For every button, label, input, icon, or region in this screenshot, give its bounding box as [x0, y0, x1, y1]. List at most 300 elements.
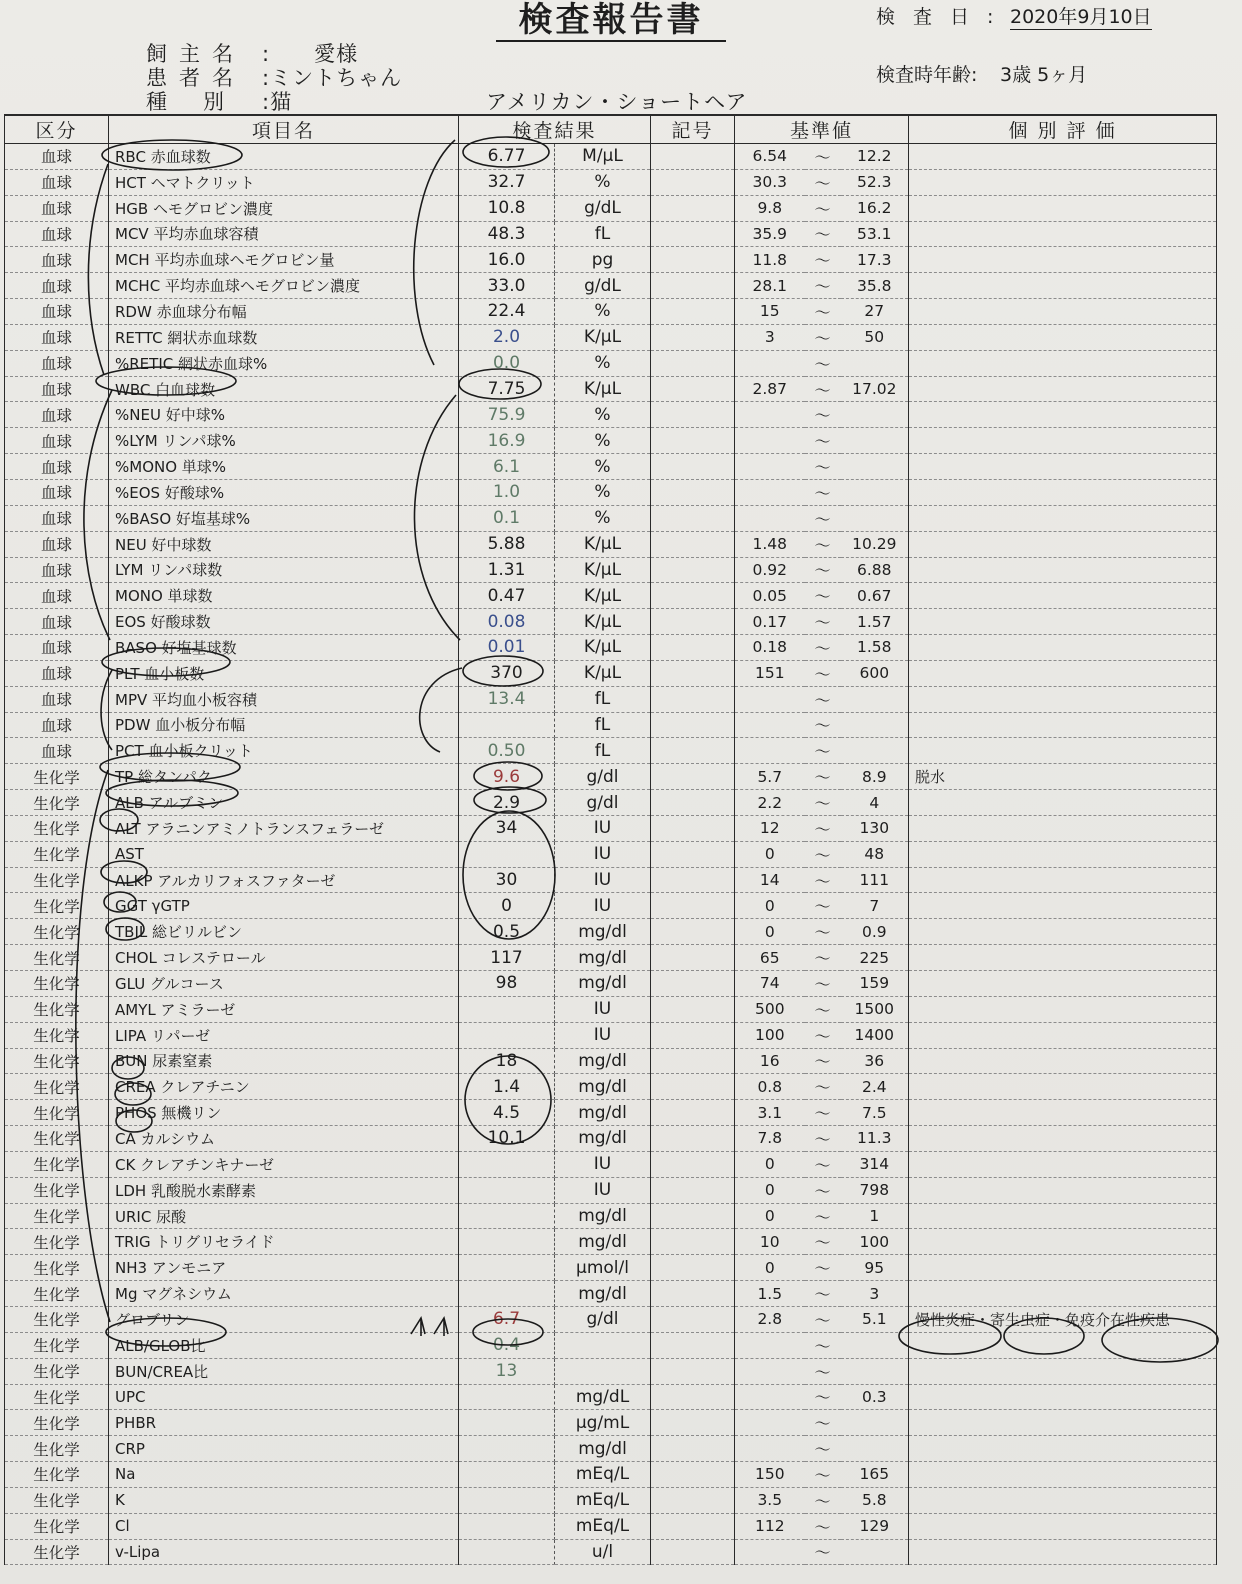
item-name-cell: RDW 赤血球分布幅 — [109, 299, 459, 325]
reference-low-cell: 14 — [735, 867, 805, 893]
reference-high-cell: 48 — [841, 841, 909, 867]
unit-cell: % — [555, 505, 651, 531]
reference-high-cell: 35.8 — [841, 273, 909, 299]
mark-cell — [651, 1410, 735, 1436]
table-row — [5, 1203, 1217, 1229]
age-label: 検査時年齢: — [876, 64, 978, 86]
unit-cell: K/μL — [555, 324, 651, 350]
item-name-cell: UPC — [109, 1384, 459, 1410]
table-row — [5, 919, 1217, 945]
evaluation-cell — [909, 1100, 1217, 1126]
reference-separator: ～ — [805, 919, 841, 945]
category-cell: 血球 — [5, 738, 109, 764]
mark-cell — [651, 1462, 735, 1488]
reference-high-cell: 100 — [841, 1229, 909, 1255]
result-value-cell: 0.50 — [459, 738, 555, 764]
reference-high-cell: 1500 — [841, 996, 909, 1022]
reference-high-cell: 159 — [841, 971, 909, 997]
reference-high-cell: 50 — [841, 324, 909, 350]
reference-high-cell — [841, 479, 909, 505]
table-row — [5, 144, 1217, 170]
col-mark: 記号 — [651, 115, 735, 144]
reference-high-cell: 36 — [841, 1048, 909, 1074]
unit-cell: % — [555, 479, 651, 505]
result-value-cell — [459, 1203, 555, 1229]
mark-cell — [651, 1177, 735, 1203]
reference-low-cell — [735, 686, 805, 712]
item-name-cell: MCV 平均赤血球容積 — [109, 221, 459, 247]
mark-cell — [651, 1074, 735, 1100]
col-evaluation: 個 別 評 価 — [909, 115, 1217, 144]
item-name-cell: ALKP アルカリフォスファターゼ — [109, 867, 459, 893]
reference-separator: ～ — [805, 686, 841, 712]
reference-separator: ～ — [805, 169, 841, 195]
mark-cell — [651, 273, 735, 299]
category-cell: 血球 — [5, 635, 109, 661]
table-row — [5, 764, 1217, 790]
reference-high-cell: 17.02 — [841, 376, 909, 402]
unit-cell: mEq/L — [555, 1462, 651, 1488]
result-value-cell: 30 — [459, 867, 555, 893]
mark-cell — [651, 221, 735, 247]
table-row — [5, 1436, 1217, 1462]
mark-cell — [651, 376, 735, 402]
evaluation-cell — [909, 583, 1217, 609]
result-value-cell: 0.08 — [459, 609, 555, 635]
result-value-cell — [459, 841, 555, 867]
table-row — [5, 893, 1217, 919]
result-value-cell — [459, 1539, 555, 1565]
reference-high-cell: 52.3 — [841, 169, 909, 195]
reference-high-cell: 1.57 — [841, 609, 909, 635]
reference-separator: ～ — [805, 1436, 841, 1462]
result-value-cell: 0.01 — [459, 635, 555, 661]
evaluation-cell — [909, 195, 1217, 221]
reference-separator: ～ — [805, 1255, 841, 1281]
result-value-cell: 0.1 — [459, 505, 555, 531]
evaluation-cell — [909, 1126, 1217, 1152]
reference-separator: ～ — [805, 738, 841, 764]
mark-cell — [651, 867, 735, 893]
mark-cell — [651, 712, 735, 738]
evaluation-cell — [909, 1539, 1217, 1565]
reference-low-cell: 15 — [735, 299, 805, 325]
item-name-cell: BUN/CREA比 — [109, 1358, 459, 1384]
unit-cell: IU — [555, 1022, 651, 1048]
category-cell: 生化学 — [5, 1022, 109, 1048]
reference-high-cell: 1.58 — [841, 635, 909, 661]
mark-cell — [651, 971, 735, 997]
reference-separator: ～ — [805, 402, 841, 428]
result-value-cell — [459, 1436, 555, 1462]
reference-low-cell: 16 — [735, 1048, 805, 1074]
reference-separator: ～ — [805, 1100, 841, 1126]
mark-cell — [651, 815, 735, 841]
mark-cell — [651, 169, 735, 195]
owner-label: 飼主名 — [146, 42, 245, 66]
unit-cell: mEq/L — [555, 1513, 651, 1539]
reference-high-cell: 16.2 — [841, 195, 909, 221]
table-row — [5, 350, 1217, 376]
item-name-cell: PHOS 無機リン — [109, 1100, 459, 1126]
item-name-cell: %EOS 好酸球% — [109, 479, 459, 505]
reference-separator: ～ — [805, 1358, 841, 1384]
unit-cell: K/μL — [555, 660, 651, 686]
item-name-cell: HCT ヘマトクリット — [109, 169, 459, 195]
item-name-cell: CHOL コレステロール — [109, 945, 459, 971]
reference-low-cell: 151 — [735, 660, 805, 686]
item-name-cell: LIPA リパーゼ — [109, 1022, 459, 1048]
result-value-cell: 34 — [459, 815, 555, 841]
evaluation-cell — [909, 1462, 1217, 1488]
category-cell: 血球 — [5, 376, 109, 402]
item-name-cell: Cl — [109, 1513, 459, 1539]
category-cell: 血球 — [5, 221, 109, 247]
result-value-cell — [459, 1487, 555, 1513]
category-cell: 生化学 — [5, 1487, 109, 1513]
unit-cell: g/dL — [555, 195, 651, 221]
result-value-cell: 6.1 — [459, 454, 555, 480]
reference-low-cell: 0.8 — [735, 1074, 805, 1100]
category-cell: 生化学 — [5, 1177, 109, 1203]
mark-cell — [651, 945, 735, 971]
unit-cell: g/dl — [555, 790, 651, 816]
evaluation-cell — [909, 169, 1217, 195]
mark-cell — [651, 738, 735, 764]
result-value-cell — [459, 1513, 555, 1539]
evaluation-cell — [909, 738, 1217, 764]
reference-low-cell: 65 — [735, 945, 805, 971]
item-name-cell: AMYL アミラーゼ — [109, 996, 459, 1022]
reference-high-cell: 165 — [841, 1462, 909, 1488]
reference-high-cell: 798 — [841, 1177, 909, 1203]
reference-high-cell: 8.9 — [841, 764, 909, 790]
reference-separator: ～ — [805, 454, 841, 480]
table-row — [5, 867, 1217, 893]
reference-low-cell — [735, 1410, 805, 1436]
mark-cell — [651, 1229, 735, 1255]
table-row — [5, 1513, 1217, 1539]
mark-cell — [651, 428, 735, 454]
reference-high-cell — [841, 1410, 909, 1436]
unit-cell: mg/dl — [555, 1203, 651, 1229]
item-name-cell: K — [109, 1487, 459, 1513]
evaluation-cell — [909, 1255, 1217, 1281]
reference-high-cell: 129 — [841, 1513, 909, 1539]
reference-low-cell — [735, 1539, 805, 1565]
mark-cell — [651, 1358, 735, 1384]
result-value-cell: 10.8 — [459, 195, 555, 221]
category-cell: 生化学 — [5, 1384, 109, 1410]
table-row — [5, 841, 1217, 867]
result-value-cell: 370 — [459, 660, 555, 686]
item-name-cell: %BASO 好塩基球% — [109, 505, 459, 531]
reference-high-cell — [841, 350, 909, 376]
reference-low-cell: 0 — [735, 841, 805, 867]
category-cell: 生化学 — [5, 893, 109, 919]
table-row — [5, 1281, 1217, 1307]
table-row — [5, 971, 1217, 997]
unit-cell: mg/dl — [555, 945, 651, 971]
result-value-cell: 33.0 — [459, 273, 555, 299]
reference-high-cell: 5.8 — [841, 1487, 909, 1513]
item-name-cell: %NEU 好中球% — [109, 402, 459, 428]
reference-separator: ～ — [805, 1306, 841, 1332]
item-name-cell: HGB ヘモグロビン濃度 — [109, 195, 459, 221]
unit-cell: fL — [555, 712, 651, 738]
mark-cell — [651, 505, 735, 531]
reference-high-cell: 27 — [841, 299, 909, 325]
evaluation-cell — [909, 996, 1217, 1022]
reference-high-cell — [841, 454, 909, 480]
evaluation-cell — [909, 945, 1217, 971]
result-value-cell — [459, 996, 555, 1022]
mark-cell — [651, 247, 735, 273]
evaluation-cell — [909, 402, 1217, 428]
unit-cell: % — [555, 454, 651, 480]
category-cell: 生化学 — [5, 1539, 109, 1565]
reference-high-cell: 0.3 — [841, 1384, 909, 1410]
unit-cell: mg/dl — [555, 1436, 651, 1462]
reference-low-cell: 35.9 — [735, 221, 805, 247]
reference-separator: ～ — [805, 428, 841, 454]
reference-high-cell: 11.3 — [841, 1126, 909, 1152]
item-name-cell: MCH 平均赤血球ヘモグロビン量 — [109, 247, 459, 273]
page-title: 検査報告書 — [496, 0, 726, 42]
table-row — [5, 557, 1217, 583]
reference-low-cell — [735, 350, 805, 376]
table-row — [5, 247, 1217, 273]
evaluation-cell — [909, 324, 1217, 350]
category-cell: 生化学 — [5, 764, 109, 790]
reference-separator: ～ — [805, 1487, 841, 1513]
item-name-cell: Mg マグネシウム — [109, 1281, 459, 1307]
reference-high-cell — [841, 1358, 909, 1384]
evaluation-cell — [909, 660, 1217, 686]
table-row — [5, 660, 1217, 686]
mark-cell — [651, 1332, 735, 1358]
evaluation-cell — [909, 454, 1217, 480]
mark-cell — [651, 402, 735, 428]
unit-cell: fL — [555, 686, 651, 712]
evaluation-cell — [909, 273, 1217, 299]
reference-low-cell: 0.17 — [735, 609, 805, 635]
item-name-cell: CRP — [109, 1436, 459, 1462]
reference-separator: ～ — [805, 376, 841, 402]
unit-cell: mg/dl — [555, 1048, 651, 1074]
evaluation-cell — [909, 1022, 1217, 1048]
evaluation-cell — [909, 1513, 1217, 1539]
mark-cell — [651, 479, 735, 505]
evaluation-cell — [909, 1436, 1217, 1462]
category-cell: 生化学 — [5, 1462, 109, 1488]
evaluation-cell — [909, 376, 1217, 402]
evaluation-cell — [909, 299, 1217, 325]
category-cell: 血球 — [5, 609, 109, 635]
unit-cell: K/μL — [555, 609, 651, 635]
mark-cell — [651, 1384, 735, 1410]
item-name-cell: PCT 血小板クリット — [109, 738, 459, 764]
category-cell: 生化学 — [5, 815, 109, 841]
reference-high-cell — [841, 402, 909, 428]
reference-separator: ～ — [805, 1177, 841, 1203]
table-row — [5, 1177, 1217, 1203]
reference-low-cell: 2.8 — [735, 1306, 805, 1332]
result-value-cell — [459, 1022, 555, 1048]
item-name-cell: PLT 血小板数 — [109, 660, 459, 686]
result-value-cell: 0.0 — [459, 350, 555, 376]
table-row — [5, 609, 1217, 635]
item-name-cell: RBC 赤血球数 — [109, 144, 459, 170]
evaluation-cell — [909, 686, 1217, 712]
reference-low-cell — [735, 1332, 805, 1358]
mark-cell — [651, 195, 735, 221]
evaluation-cell — [909, 919, 1217, 945]
reference-high-cell: 1400 — [841, 1022, 909, 1048]
reference-low-cell — [735, 479, 805, 505]
reference-separator: ～ — [805, 1229, 841, 1255]
unit-cell: % — [555, 350, 651, 376]
col-item: 項目名 — [109, 115, 459, 144]
category-cell: 生化学 — [5, 945, 109, 971]
evaluation-cell — [909, 841, 1217, 867]
category-cell: 生化学 — [5, 1410, 109, 1436]
result-value-cell: 9.6 — [459, 764, 555, 790]
result-value-cell: 2.0 — [459, 324, 555, 350]
result-value-cell: 117 — [459, 945, 555, 971]
reference-low-cell: 3.5 — [735, 1487, 805, 1513]
reference-low-cell: 3.1 — [735, 1100, 805, 1126]
result-value-cell: 13 — [459, 1358, 555, 1384]
category-cell: 血球 — [5, 557, 109, 583]
reference-high-cell: 5.1 — [841, 1306, 909, 1332]
mark-cell — [651, 609, 735, 635]
evaluation-cell — [909, 1281, 1217, 1307]
item-name-cell: ALT アラニンアミノトランスフェラーゼ — [109, 815, 459, 841]
mark-cell — [651, 1539, 735, 1565]
reference-low-cell: 2.87 — [735, 376, 805, 402]
reference-low-cell: 11.8 — [735, 247, 805, 273]
reference-separator: ～ — [805, 505, 841, 531]
mark-cell — [651, 764, 735, 790]
reference-separator: ～ — [805, 841, 841, 867]
result-value-cell: 2.9 — [459, 790, 555, 816]
reference-separator: ～ — [805, 273, 841, 299]
mark-cell — [651, 1255, 735, 1281]
evaluation-cell — [909, 1203, 1217, 1229]
unit-cell: g/dL — [555, 273, 651, 299]
evaluation-cell — [909, 557, 1217, 583]
breed: アメリカン・ショートヘア — [486, 90, 748, 114]
mark-cell — [651, 1151, 735, 1177]
mark-cell — [651, 1306, 735, 1332]
table-row — [5, 1539, 1217, 1565]
category-cell: 生化学 — [5, 1151, 109, 1177]
mark-cell — [651, 635, 735, 661]
reference-separator: ～ — [805, 815, 841, 841]
category-cell: 血球 — [5, 247, 109, 273]
item-name-cell: TBIL 総ビリルビン — [109, 919, 459, 945]
reference-high-cell: 53.1 — [841, 221, 909, 247]
reference-high-cell: 10.29 — [841, 531, 909, 557]
age-value: 3歳 5ヶ月 — [1000, 64, 1088, 86]
unit-cell: pg — [555, 247, 651, 273]
evaluation-cell: 慢性炎症・寄生虫症・免疫介在性疾患 — [909, 1306, 1217, 1332]
reference-separator: ～ — [805, 531, 841, 557]
reference-separator: ～ — [805, 324, 841, 350]
reference-high-cell — [841, 712, 909, 738]
table-row — [5, 221, 1217, 247]
reference-high-cell: 95 — [841, 1255, 909, 1281]
reference-separator: ～ — [805, 247, 841, 273]
reference-high-cell: 2.4 — [841, 1074, 909, 1100]
category-cell: 血球 — [5, 505, 109, 531]
unit-cell: fL — [555, 738, 651, 764]
evaluation-cell — [909, 221, 1217, 247]
results-table — [4, 114, 1217, 1565]
result-value-cell: 75.9 — [459, 402, 555, 428]
reference-low-cell: 0.92 — [735, 557, 805, 583]
item-name-cell: ALB アルブミン — [109, 790, 459, 816]
mark-cell — [651, 841, 735, 867]
reference-separator: ～ — [805, 557, 841, 583]
category-cell: 血球 — [5, 454, 109, 480]
reference-separator: ～ — [805, 764, 841, 790]
table-row — [5, 1074, 1217, 1100]
unit-cell: mg/dL — [555, 1384, 651, 1410]
mark-cell — [651, 144, 735, 170]
reference-separator: ～ — [805, 660, 841, 686]
mark-cell — [651, 1281, 735, 1307]
item-name-cell: TRIG トリグリセライド — [109, 1229, 459, 1255]
table-row — [5, 1022, 1217, 1048]
unit-cell: IU — [555, 893, 651, 919]
category-cell: 生化学 — [5, 841, 109, 867]
reference-high-cell: 0.67 — [841, 583, 909, 609]
reference-separator: ～ — [805, 583, 841, 609]
result-value-cell — [459, 712, 555, 738]
reference-low-cell: 1.48 — [735, 531, 805, 557]
table-row — [5, 402, 1217, 428]
reference-low-cell: 30.3 — [735, 169, 805, 195]
item-name-cell: AST — [109, 841, 459, 867]
item-name-cell: NEU 好中球数 — [109, 531, 459, 557]
item-name-cell: MONO 単球数 — [109, 583, 459, 609]
reference-high-cell: 7 — [841, 893, 909, 919]
reference-low-cell — [735, 1358, 805, 1384]
reference-separator: ～ — [805, 195, 841, 221]
result-value-cell: 7.75 — [459, 376, 555, 402]
reference-high-cell: 0.9 — [841, 919, 909, 945]
reference-low-cell: 112 — [735, 1513, 805, 1539]
mark-cell — [651, 893, 735, 919]
evaluation-cell — [909, 1358, 1217, 1384]
reference-high-cell — [841, 428, 909, 454]
exam-date-label: 検査日: — [876, 6, 1012, 28]
species-label: 種別 — [146, 90, 260, 114]
reference-separator: ～ — [805, 1462, 841, 1488]
mark-cell — [651, 583, 735, 609]
reference-low-cell: 74 — [735, 971, 805, 997]
item-name-cell: v-Lipa — [109, 1539, 459, 1565]
reference-low-cell: 1.5 — [735, 1281, 805, 1307]
table-row — [5, 1384, 1217, 1410]
unit-cell: IU — [555, 815, 651, 841]
reference-high-cell — [841, 1539, 909, 1565]
reference-low-cell: 0 — [735, 1177, 805, 1203]
reference-separator: ～ — [805, 1074, 841, 1100]
reference-low-cell: 500 — [735, 996, 805, 1022]
